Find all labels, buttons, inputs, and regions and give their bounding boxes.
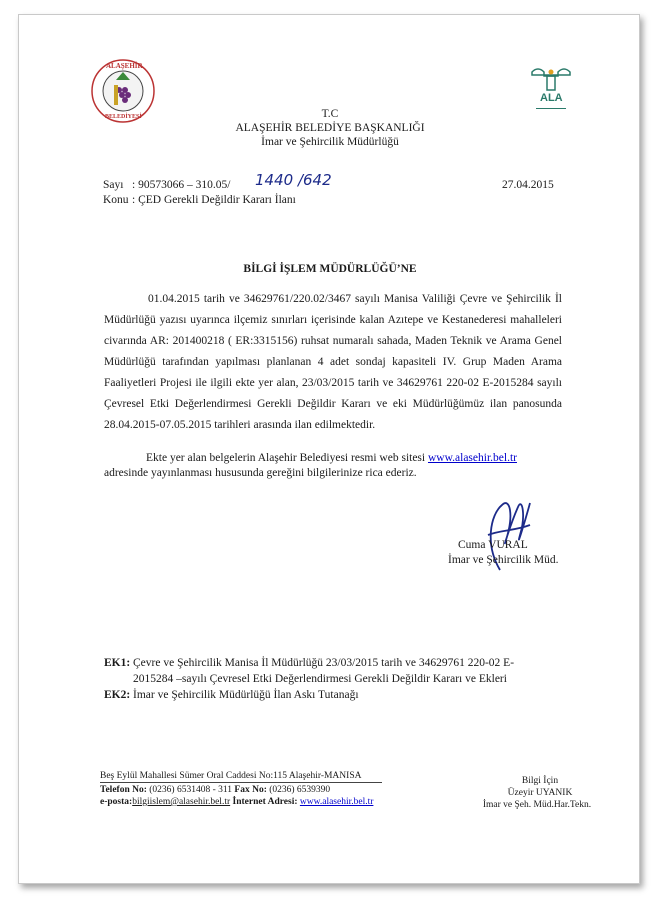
fax-label: Fax No: xyxy=(234,785,267,795)
footer-info-3: İmar ve Şeh. Müd.Har.Tekn. xyxy=(482,800,592,810)
sayi-label: Sayı xyxy=(103,179,124,191)
signatory-name: Cuma VURAL xyxy=(458,539,528,551)
footer-info-1: Bilgi İçin xyxy=(521,776,559,786)
ek1-label: EK1: xyxy=(104,657,131,669)
ala-logo-text: ALA xyxy=(540,92,563,104)
fax-value: (0236) 6539390 xyxy=(269,785,331,795)
logo-text-top: ALAŞEHİR xyxy=(106,62,143,70)
web-label: İnternet Adresi: xyxy=(232,797,298,807)
ala-logo xyxy=(526,66,576,114)
email-label: e-posta: xyxy=(100,797,133,807)
para2-text-end: adresinde yayınlanması hususunda gereğini bilgilerinize rica ederiz. xyxy=(104,467,417,479)
document-date: 27.04.2015 xyxy=(502,179,554,191)
footer-web-line xyxy=(100,796,373,808)
konu-value: : ÇED Gerekli Değildir Kararı İlanı xyxy=(132,194,296,206)
tel-label: Telefon No: xyxy=(100,785,147,795)
body-paragraph-1: 01.04.2015 tarih ve 34629761/220.02/3467 sayılı Manisa Valiliği Çevre ve Şehircilik İl Müdürlüğü yazısı uyarınca ilçemiz sınırları içerisinde kalan Azıtepe ve Kestanederesi mahalleleri civarında AR: 201400218 ( ER:3315156) ruhsat numaralı sahada, Maden Teknik ve Arama Genel Müdürlüğü tarafından yapılması planlanan 4 adet sondaj kapasiteli IV. Grup Maden Arama Faaliyetleri Projesi ile ilgili ekte yer alan, 23/03/2015 tarih ve 34629761 220-02 E-2015284 sayılı Çevresel Etki Değerlendirmesi Gerekli Değildir Kararı ve eki Müdürlüğümüz ilan panosunda 28.04.2015-07.05.2015 tarihleri arasında ilan edilmektedir. xyxy=(104,293,562,431)
footer-address: Beş Eylül Mahallesi Sümer Oral Caddesi No:115 Alaşehir-MANISA xyxy=(100,771,362,781)
ek1-line2: 2015284 –sayılı Çevresel Etki Değerlendirmesi Gerekli Değildir Kararı ve Ekleri xyxy=(133,673,507,685)
body-paragraph-2 xyxy=(104,451,574,481)
para2-text: Ekte yer alan belgelerin Alaşehir Belediyesi resmi web sitesi xyxy=(146,452,426,464)
ala-logo-underline xyxy=(536,108,566,109)
header-institution: ALAŞEHİR BELEDİYE BAŞKANLIĞI xyxy=(235,122,425,134)
footer-divider xyxy=(100,782,382,783)
ek1-line1: Çevre ve Şehircilik Manisa İl Müdürlüğü 23/03/2015 tarih ve 34629761 220-02 E- xyxy=(133,657,515,669)
ek2-text: İmar ve Şehircilik Müdürlüğü İlan Askı Tutanağı xyxy=(133,689,359,701)
website-link[interactable]: www.alasehir.bel.tr xyxy=(427,452,517,464)
web-link[interactable]: www.alasehir.bel.tr xyxy=(299,797,374,807)
header-tc: T.C xyxy=(321,108,339,120)
municipality-logo xyxy=(90,58,156,124)
footer-info-2: Üzeyir UYANIK xyxy=(507,788,573,798)
logo-text-bottom: BELEDİYESİ xyxy=(105,114,142,120)
konu-label: Konu xyxy=(103,194,129,206)
signatory-title: İmar ve Şehircilik Müd. xyxy=(448,554,559,566)
footer-contact-line xyxy=(100,784,330,796)
recipient-heading: BİLGİ İŞLEM MÜDÜRLÜĞÜ’NE xyxy=(243,263,417,275)
header-department: İmar ve Şehircilik Müdürlüğü xyxy=(261,136,399,148)
tel-value: (0236) 6531408 - 311 xyxy=(149,785,233,795)
sayi-value: : 90573066 – 310.05/ xyxy=(132,179,231,191)
ek2-label: EK2: xyxy=(104,689,131,701)
email-link[interactable]: bilgiislem@alasehir.bel.tr xyxy=(132,797,231,807)
sayi-handwritten: 1440 /642 xyxy=(255,171,332,189)
